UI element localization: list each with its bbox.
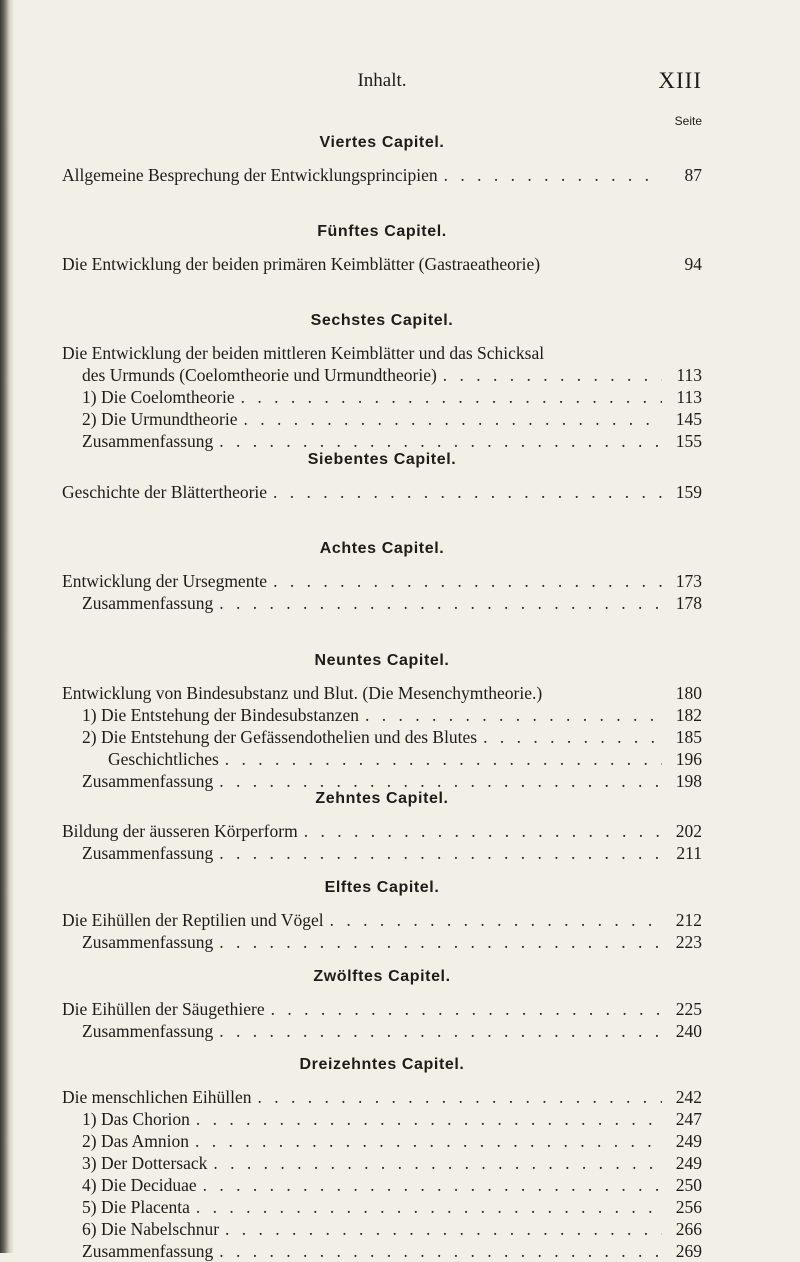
running-head-title: Inhalt. [357, 70, 407, 91]
toc-entry-label: Zusammenfassung [82, 431, 214, 451]
dot-leader [219, 592, 662, 614]
chapter-title: Achtes Capitel. [319, 540, 445, 557]
toc-entry [62, 748, 702, 770]
toc-entry-label: Zusammenfassung [82, 771, 214, 791]
toc-entry [62, 1196, 702, 1218]
toc-entry-page: 249 [675, 1153, 702, 1173]
toc-entry [62, 408, 702, 430]
toc-entry-label: Geschichtliches [108, 749, 219, 769]
toc-entry-page: 256 [675, 1197, 702, 1217]
toc-entry-label: 3) Der Dottersack [82, 1153, 208, 1173]
toc-entry [62, 931, 702, 953]
toc-entry [62, 386, 702, 408]
dot-leader [444, 164, 662, 186]
chapter-section [62, 537, 702, 614]
chapter-title: Dreizehntes Capitel. [299, 1056, 465, 1073]
toc-entry [62, 1020, 702, 1042]
dot-leader [219, 1020, 662, 1042]
toc-entry-page: 249 [675, 1131, 702, 1151]
toc-entry-label: Geschichte der Blättertheorie [62, 482, 268, 502]
toc-entry-page: 196 [675, 749, 702, 769]
toc-entry-label: Zusammenfassung [82, 843, 214, 863]
dot-leader [365, 704, 662, 726]
toc-entry-label: Die Entwicklung der beiden mittleren Keimblätter und das Schicksal [62, 343, 545, 363]
chapter-section [62, 876, 702, 953]
toc-entry-page: 211 [676, 843, 702, 863]
toc-entry [62, 253, 702, 275]
toc-entry-label: Die Eihüllen der Säugethiere [62, 999, 265, 1019]
toc-entry [62, 1086, 702, 1108]
toc-entry-page: 202 [675, 821, 702, 841]
toc-entry [62, 1152, 702, 1174]
toc-entry-label: Zusammenfassung [82, 932, 214, 952]
toc-entry-page: 94 [684, 254, 702, 274]
toc-entry-page: 182 [675, 705, 702, 725]
toc-entry [62, 1218, 702, 1240]
toc-entry [62, 592, 702, 614]
chapter-title: Zehntes Capitel. [315, 790, 449, 807]
toc-entry [62, 570, 702, 592]
toc-entry [62, 1130, 702, 1152]
chapter-section [62, 220, 702, 275]
dot-leader [219, 1240, 662, 1262]
toc-entry [62, 364, 702, 386]
toc-entry [62, 682, 702, 704]
toc-entry-label: Allgemeine Besprechung der Entwicklungsprincipien [62, 165, 438, 185]
chapter-section [62, 1053, 702, 1262]
toc-entry-page: 266 [675, 1219, 702, 1239]
toc-entry-label: Die menschlichen Eihüllen [62, 1087, 252, 1107]
chapter-section [62, 309, 702, 452]
toc-entry [62, 1174, 702, 1196]
toc-entry [62, 820, 702, 842]
toc-entry-page: 159 [675, 482, 702, 502]
dot-leader [258, 1086, 662, 1108]
dot-leader [483, 726, 662, 748]
toc-entry-page: 145 [675, 409, 702, 429]
dot-leader [225, 1218, 662, 1240]
toc-entry-page: 113 [676, 365, 702, 385]
toc-entry-label: 2) Die Urmundtheorie [82, 409, 238, 429]
toc-entry-label: 4) Die Deciduae [82, 1175, 197, 1195]
toc-entry [62, 842, 702, 864]
toc-entry-label: 5) Die Placenta [82, 1197, 190, 1217]
toc-entry-page: 225 [675, 999, 702, 1019]
toc-entry-label: Zusammenfassung [82, 1021, 214, 1041]
toc-entry [62, 164, 702, 186]
toc-entry-label: Bildung der äusseren Körperform [62, 821, 298, 841]
chapter-section [62, 965, 702, 1042]
toc-entry-page: 269 [675, 1241, 702, 1261]
toc-entry-label: 1) Die Entstehung der Bindesubstanzen [82, 705, 360, 725]
chapter-title: Zwölftes Capitel. [313, 968, 451, 985]
book-spine-edge [0, 0, 14, 1253]
toc-entry [62, 1240, 702, 1262]
chapter-title: Elftes Capitel. [324, 879, 440, 896]
dot-leader [219, 931, 662, 953]
toc-entry-page: 250 [675, 1175, 702, 1195]
dot-leader [273, 481, 662, 503]
dot-leader [219, 842, 662, 864]
seite-label: Seite [674, 114, 702, 128]
toc-entry-page: 87 [684, 165, 702, 185]
chapter-title: Sechstes Capitel. [310, 312, 454, 329]
toc-entry-label: Die Entwicklung der beiden primären Keimblätter (Gastraeatheorie) [62, 254, 541, 274]
chapter-section [62, 131, 702, 186]
toc-entry-page: 212 [675, 910, 702, 930]
page-number: XIII [658, 68, 702, 93]
dot-leader [203, 1174, 662, 1196]
toc-entry-page: 185 [675, 727, 702, 747]
toc-entry-label: Die Eihüllen der Reptilien und Vögel [62, 910, 324, 930]
chapter-title: Fünftes Capitel. [317, 223, 447, 240]
dot-leader [196, 1108, 662, 1130]
toc-entry-page: 155 [675, 431, 702, 451]
dot-leader [244, 408, 662, 430]
toc-entry-label: 2) Das Amnion [82, 1131, 189, 1151]
dot-leader [241, 386, 662, 408]
toc-entry [62, 1108, 702, 1130]
toc-entry [62, 481, 702, 503]
toc-entry-label: Entwicklung von Bindesubstanz und Blut. (Die Mesenchymtheorie.) [62, 683, 543, 703]
page [62, 0, 702, 1261]
dot-leader [271, 998, 662, 1020]
toc-entry-page: 180 [675, 683, 702, 703]
chapter-title: Siebentes Capitel. [307, 451, 457, 468]
chapter-title: Neuntes Capitel. [314, 652, 450, 669]
toc-entry-page: 240 [675, 1021, 702, 1041]
toc-entry [62, 704, 702, 726]
dot-leader [213, 1152, 662, 1174]
toc-entry-label: des Urmunds (Coelomtheorie und Urmundtheorie) [82, 365, 437, 385]
toc-entry-page: 178 [675, 593, 702, 613]
toc-entry-label: Zusammenfassung [82, 593, 214, 613]
running-head [62, 66, 702, 96]
dot-leader [330, 909, 662, 931]
dot-leader [304, 820, 662, 842]
toc-entry-page: 247 [675, 1109, 702, 1129]
dot-leader [443, 364, 662, 386]
toc-entry-label: 1) Das Chorion [82, 1109, 190, 1129]
toc-entry-label: 2) Die Entstehung der Gefässendothelien und des Blutes [82, 727, 478, 747]
toc-entry-page: 242 [675, 1087, 702, 1107]
dot-leader [273, 570, 662, 592]
toc-entry [62, 998, 702, 1020]
chapter-section [62, 448, 702, 503]
toc-entry-label: Entwicklung der Ursegmente [62, 571, 268, 591]
toc-entry [62, 726, 702, 748]
chapter-section [62, 649, 702, 792]
toc-entry-label: 6) Die Nabelschnur [82, 1219, 220, 1239]
toc-entry-label: 1) Die Coelomtheorie [82, 387, 235, 407]
dot-leader [196, 1196, 662, 1218]
toc-entry-page: 173 [675, 571, 702, 591]
dot-leader [225, 748, 662, 770]
chapter-section [62, 787, 702, 864]
toc-entry [62, 342, 702, 364]
toc-entry-label: Zusammenfassung [82, 1241, 214, 1261]
toc-entry-page: 113 [676, 387, 702, 407]
toc-entry-page: 198 [675, 771, 702, 791]
toc-entry [62, 909, 702, 931]
chapter-title: Viertes Capitel. [319, 134, 445, 151]
dot-leader [195, 1130, 662, 1152]
toc-entry-page: 223 [675, 932, 702, 952]
